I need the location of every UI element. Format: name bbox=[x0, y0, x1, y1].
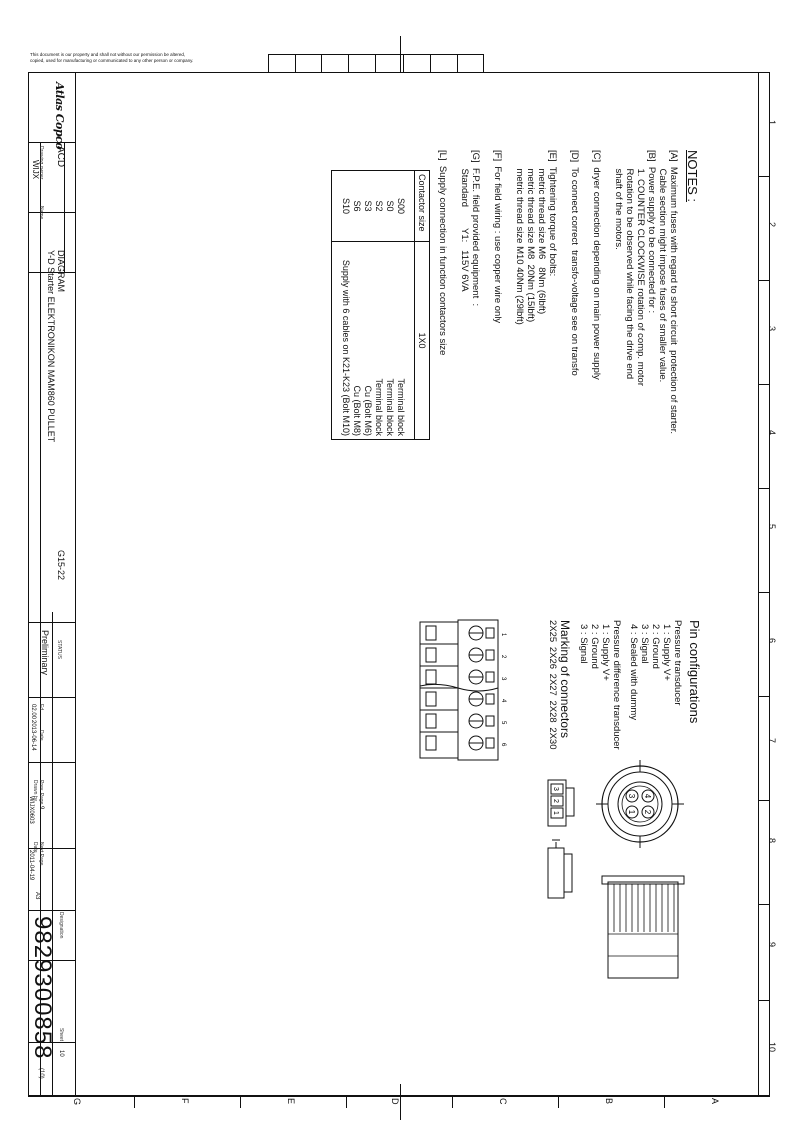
table-row-value: Terminal block bbox=[374, 378, 384, 436]
disclaimer-line1: This document is our property and shall not without our permission be altered, bbox=[30, 52, 186, 57]
grid-col-1: 1 bbox=[767, 120, 777, 126]
connector-label: 2X26 bbox=[547, 646, 558, 670]
right-grid-border bbox=[758, 72, 759, 1096]
round-connector-icon bbox=[594, 758, 686, 850]
pin-config-title: Pin configurations bbox=[687, 620, 702, 724]
note-line: 1. COUNTER CLOCKWISE rotation of comp. motor bbox=[635, 150, 646, 386]
flat-connector-icon bbox=[544, 774, 578, 830]
grid-row-b: B bbox=[604, 1098, 614, 1105]
next-page-label: Next Page bbox=[38, 842, 44, 866]
note-line: metric thread size M8 20Nm (15lbft) bbox=[525, 150, 536, 323]
terminal-label-5: 5 bbox=[500, 721, 506, 725]
grid-col-7: 7 bbox=[767, 738, 777, 744]
grid-col-3: 3 bbox=[767, 326, 777, 332]
note-line: Cable section might impose fuses of smaller value. bbox=[657, 150, 668, 383]
drawing-owner: WIJX bbox=[31, 160, 40, 180]
grid-row-f: F bbox=[180, 1098, 190, 1104]
grid-col-5: 5 bbox=[767, 524, 777, 530]
note-line: [E] Tightening torque of bolts: bbox=[547, 150, 558, 277]
pt-pin: 2 : Ground bbox=[650, 624, 661, 669]
round-connector-side-icon bbox=[596, 872, 690, 984]
flat-connector-side-icon bbox=[542, 838, 578, 904]
terminal-label-6: 6 bbox=[500, 743, 506, 747]
ed-label: Ed. bbox=[38, 704, 44, 712]
prev-page-label: Prev. Page bbox=[38, 780, 44, 805]
drawn-date-label: Date bbox=[32, 842, 38, 853]
table-row-size: S3 bbox=[363, 200, 373, 212]
grid-col-2: 2 bbox=[767, 222, 777, 228]
notes-block bbox=[437, 150, 700, 434]
name-label: Name bbox=[38, 206, 44, 220]
table-row-value: Cu (Bolt M6) bbox=[363, 385, 373, 436]
note-line bbox=[481, 150, 492, 434]
sheet-total: (10) bbox=[38, 1068, 44, 1079]
note-line bbox=[503, 150, 514, 434]
notes-title: NOTES : bbox=[685, 150, 700, 203]
round-pin-3: 3 bbox=[627, 793, 636, 799]
table-row-size: S0 bbox=[385, 200, 395, 212]
terminal-label-4: 4 bbox=[500, 699, 506, 703]
table-row-value: Cu (Bolt M8) bbox=[352, 385, 362, 436]
table-row-size: S00 bbox=[396, 197, 406, 214]
note-line: [B] Power supply to be connected for : bbox=[646, 150, 657, 314]
note-line: shaft of the motors. bbox=[613, 150, 624, 250]
grid-row-d: D bbox=[390, 1098, 400, 1105]
format-a3: A3 bbox=[34, 892, 40, 900]
note-line: Standard Y1: 115V 6VA bbox=[459, 150, 470, 292]
grid-row-a: A bbox=[710, 1098, 720, 1105]
note-line bbox=[558, 150, 569, 434]
pd-pin: 2 : Ground bbox=[589, 624, 600, 669]
marking-title: Marking of connectors bbox=[558, 620, 572, 739]
drawn-by: WIJX0603 bbox=[28, 796, 34, 824]
terminal-label-1: 1 bbox=[500, 633, 506, 637]
division-label: ACD bbox=[55, 146, 66, 168]
note-line: metric thread size M6 8Nm (6lbft) bbox=[536, 150, 547, 315]
note-line bbox=[448, 150, 459, 434]
connector-label: 2X30 bbox=[547, 727, 558, 750]
round-pin-4: 4 bbox=[643, 793, 652, 799]
terminal-label-2: 2 bbox=[500, 655, 506, 659]
terminal-block-icon bbox=[418, 616, 510, 764]
pt-pin: 3 : Signal bbox=[639, 624, 650, 664]
round-pin-1: 1 bbox=[627, 809, 636, 815]
drawing-code: G15-22 bbox=[56, 550, 66, 581]
pd-pin: 3 : Signal bbox=[578, 624, 589, 664]
bottom-grid-border bbox=[28, 1096, 770, 1097]
table-row-value: Supply with 6 cables on K21-K23 (Bolt M10) bbox=[341, 259, 351, 436]
designation-label: Designation bbox=[58, 912, 64, 939]
status-value: Preliminary bbox=[40, 630, 50, 676]
disclaimer-line2: copied, used for manufacturing or communicated to any other person or company. bbox=[30, 58, 194, 63]
grid-col-8: 8 bbox=[767, 838, 777, 844]
flat-pin-2: 2 bbox=[552, 799, 559, 803]
pressure-diff-label: Pressure difference transducer bbox=[611, 620, 622, 750]
title-line2: Y-D Starter ELEKTRONIKON MAM860 PULLET bbox=[46, 250, 56, 443]
atlas-copco-logo: Atlas Copco bbox=[53, 82, 66, 150]
status-label: STATUS bbox=[56, 640, 62, 659]
table-row-size: S2 bbox=[374, 200, 384, 212]
note-line bbox=[580, 150, 591, 434]
note-line: [C] dryer connection depending on main power supply bbox=[591, 150, 602, 380]
round-pin-2: 2 bbox=[643, 809, 652, 815]
sheet-number: 10 bbox=[58, 1050, 64, 1057]
table-header-size: Contactor size bbox=[415, 171, 429, 242]
grid-col-4: 4 bbox=[767, 430, 777, 436]
ed-value: 02.00 bbox=[30, 704, 36, 720]
drawn-date: 2011-04-19 bbox=[28, 850, 34, 881]
note-line: [D] To connect correct transfo-voltage see on transfo bbox=[569, 150, 580, 376]
note-line: [L] Supply connection in function contactors size bbox=[437, 150, 448, 356]
table-row-value: Terminal block bbox=[396, 378, 406, 436]
grid-col-6: 6 bbox=[767, 638, 777, 644]
pressure-transducer-label: Pressure transducer bbox=[672, 620, 683, 706]
connector-label: 2X28 bbox=[547, 700, 558, 723]
table-row-value: Terminal block bbox=[385, 378, 395, 436]
connector-label: 2X25 bbox=[547, 620, 558, 643]
note-line bbox=[602, 150, 613, 434]
note-line: [F] For field wiring : use copper wire only bbox=[492, 150, 503, 324]
date-value: 2013-06-14 bbox=[30, 720, 36, 751]
connector-list bbox=[547, 620, 558, 750]
note-line: Rotation to be observed while facing the drive end bbox=[624, 150, 635, 380]
contactor-table bbox=[331, 170, 430, 440]
grid-col-10: 10 bbox=[767, 1042, 777, 1053]
table-row-size: S6 bbox=[352, 200, 362, 212]
center-mark-top bbox=[400, 36, 401, 72]
pin-config-block bbox=[547, 620, 702, 750]
top-ruler bbox=[268, 54, 484, 72]
flat-pin-1: 1 bbox=[552, 811, 559, 815]
pt-pin: 1 : Supply V+ bbox=[661, 624, 672, 681]
note-line: [G] F.P.E. field provided equipment : bbox=[470, 150, 481, 307]
date-label: Date bbox=[38, 730, 44, 741]
note-line: metric thread size M10 40Nm (29lbft) bbox=[514, 150, 525, 325]
grid-row-c: C bbox=[498, 1098, 508, 1105]
drawn-by-label: Drawn by bbox=[32, 780, 38, 802]
grid-row-g: G bbox=[72, 1098, 82, 1106]
designation-number: 9829300858 bbox=[29, 916, 56, 1060]
connector-label: 2X27 bbox=[547, 673, 558, 696]
drawing-owner-label: Drawing owner bbox=[38, 146, 44, 180]
pd-pin: 1 : Supply V+ bbox=[600, 624, 611, 681]
grid-col-9: 9 bbox=[767, 942, 777, 948]
terminal-label-3: 3 bbox=[500, 677, 506, 681]
flat-pin-3: 3 bbox=[552, 787, 559, 791]
pt-pin: 4 : Sealed with dummy bbox=[628, 624, 639, 721]
table-header-value: 1X0 bbox=[417, 332, 427, 349]
note-line: [A] Maximum fuses with regard to short circuit protection of starter. bbox=[668, 150, 679, 435]
grid-row-e: E bbox=[286, 1098, 296, 1105]
table-row-size: S10 bbox=[341, 197, 351, 214]
title-line1: DIAGRAM bbox=[56, 250, 66, 293]
sheet-label: Sheet bbox=[58, 1028, 64, 1042]
prev-page: 9 bbox=[38, 806, 44, 810]
